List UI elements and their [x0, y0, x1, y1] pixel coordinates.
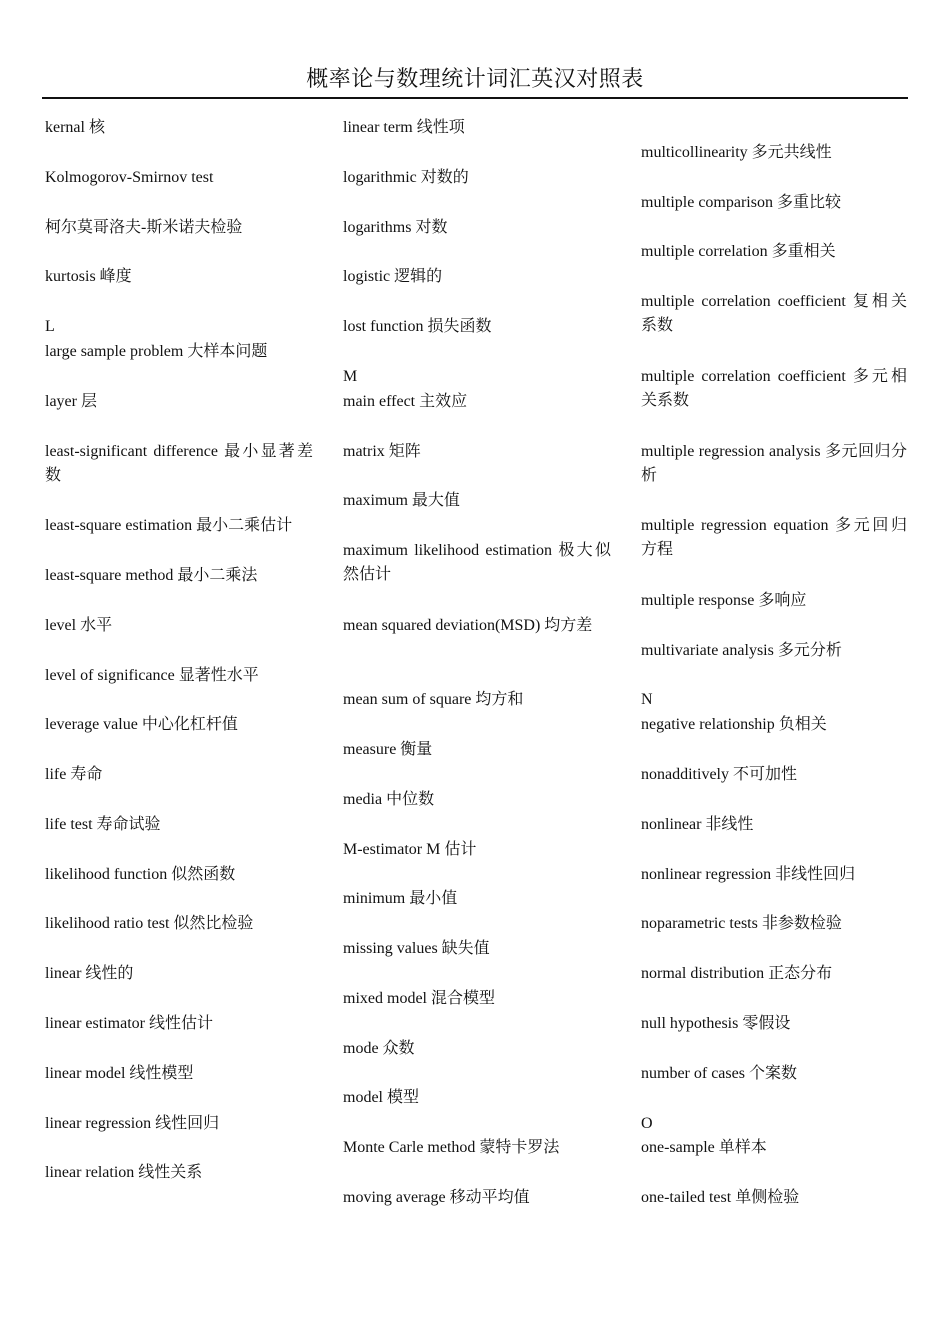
glossary-entry: Kolmogorov-Smirnov test: [45, 169, 214, 186]
glossary-entry: Monte Carle method 蒙特卡罗法: [343, 1139, 560, 1156]
glossary-entry: number of cases 个案数: [641, 1065, 797, 1082]
glossary-entry: multivariate analysis 多元分析: [641, 642, 842, 659]
glossary-entry: likelihood ratio test 似然比检验: [45, 915, 254, 932]
glossary-entry: least-square estimation 最小二乘估计: [45, 517, 293, 534]
glossary-entry: moving average 移动平均值: [343, 1189, 530, 1206]
glossary-entry: mixed model 混合模型: [343, 990, 495, 1007]
glossary-entry: level 水平: [45, 617, 113, 634]
glossary-entry: model 模型: [343, 1089, 419, 1106]
glossary-entry: negative relationship 负相关: [641, 716, 827, 733]
glossary-entry: normal distribution 正态分布: [641, 965, 833, 982]
section-letter: M: [343, 368, 358, 385]
glossary-entry: mode 众数: [343, 1040, 415, 1057]
glossary-entry: linear relation 线性关系: [45, 1164, 203, 1181]
glossary-entry: mean sum of square 均方和: [343, 691, 524, 708]
glossary-entry: missing values 缺失值: [343, 940, 490, 957]
glossary-entry: multiple regression analysis 多元回归分析: [641, 443, 907, 484]
glossary-entry: matrix 矩阵: [343, 443, 421, 460]
glossary-entry: 柯尔莫哥洛夫-斯米诺夫检验: [45, 219, 243, 236]
glossary-entry: kernal 核: [45, 119, 105, 136]
title-rule: [42, 97, 908, 99]
glossary-entry: multiple regression equation 多元回归方程: [641, 517, 907, 558]
glossary-entry: noparametric tests 非参数检验: [641, 915, 842, 932]
glossary-entry: multiple comparison 多重比较: [641, 194, 841, 211]
glossary-entry: linear estimator 线性估计: [45, 1015, 213, 1032]
glossary-entry: likelihood function 似然函数: [45, 866, 236, 883]
glossary-entry: leverage value 中心化杠杆值: [45, 716, 238, 733]
glossary-entry: linear model 线性模型: [45, 1065, 194, 1082]
glossary-entry: multiple correlation 多重相关: [641, 243, 836, 260]
glossary-entry: multiple correlation coefficient 多元相关系数: [641, 368, 907, 409]
glossary-entry: nonadditively 不可加性: [641, 766, 797, 783]
glossary-entry: maximum 最大值: [343, 492, 460, 509]
glossary-entry: one-sample 单样本: [641, 1139, 767, 1156]
glossary-entry: media 中位数: [343, 791, 435, 808]
glossary-entry: large sample problem 大样本问题: [45, 343, 268, 360]
glossary-entry: least-square method 最小二乘法: [45, 567, 258, 584]
glossary-entry: linear 线性的: [45, 965, 134, 982]
glossary-entry: least-significant difference 最小显著差数: [45, 443, 313, 484]
glossary-entry: linear term 线性项: [343, 119, 465, 136]
glossary-entry: logarithmic 对数的: [343, 169, 469, 186]
glossary-entry: life 寿命: [45, 766, 103, 783]
glossary-entry: logistic 逻辑的: [343, 268, 443, 285]
glossary-entry: mean squared deviation(MSD) 均方差: [343, 617, 593, 634]
glossary-entry: multicollinearity 多元共线性: [641, 144, 832, 161]
glossary-entry: life test 寿命试验: [45, 816, 161, 833]
glossary-entry: linear regression 线性回归: [45, 1115, 220, 1132]
section-letter: L: [45, 318, 55, 335]
glossary-entry: level of significance 显著性水平: [45, 667, 259, 684]
glossary-entry: maximum likelihood estimation 极大似然估计: [343, 542, 611, 583]
glossary-entry: minimum 最小值: [343, 890, 458, 907]
glossary-entry: multiple correlation coefficient 复相关系数: [641, 293, 907, 334]
glossary-entry: main effect 主效应: [343, 393, 468, 410]
glossary-entry: measure 衡量: [343, 741, 433, 758]
glossary-entry: lost function 损失函数: [343, 318, 492, 335]
section-letter: O: [641, 1115, 653, 1132]
glossary-entry: nonlinear regression 非线性回归: [641, 866, 856, 883]
page-title: 概率论与数理统计词汇英汉对照表: [306, 66, 644, 91]
glossary-entry: kurtosis 峰度: [45, 268, 132, 285]
glossary-entry: M-estimator M 估计: [343, 841, 477, 858]
section-letter: N: [641, 691, 653, 708]
glossary-entry: logarithms 对数: [343, 219, 448, 236]
glossary-entry: layer 层: [45, 393, 97, 410]
glossary-entry: one-tailed test 单侧检验: [641, 1189, 800, 1206]
glossary-entry: multiple response 多响应: [641, 592, 807, 609]
glossary-entry: nonlinear 非线性: [641, 816, 754, 833]
glossary-entry: null hypothesis 零假设: [641, 1015, 791, 1032]
